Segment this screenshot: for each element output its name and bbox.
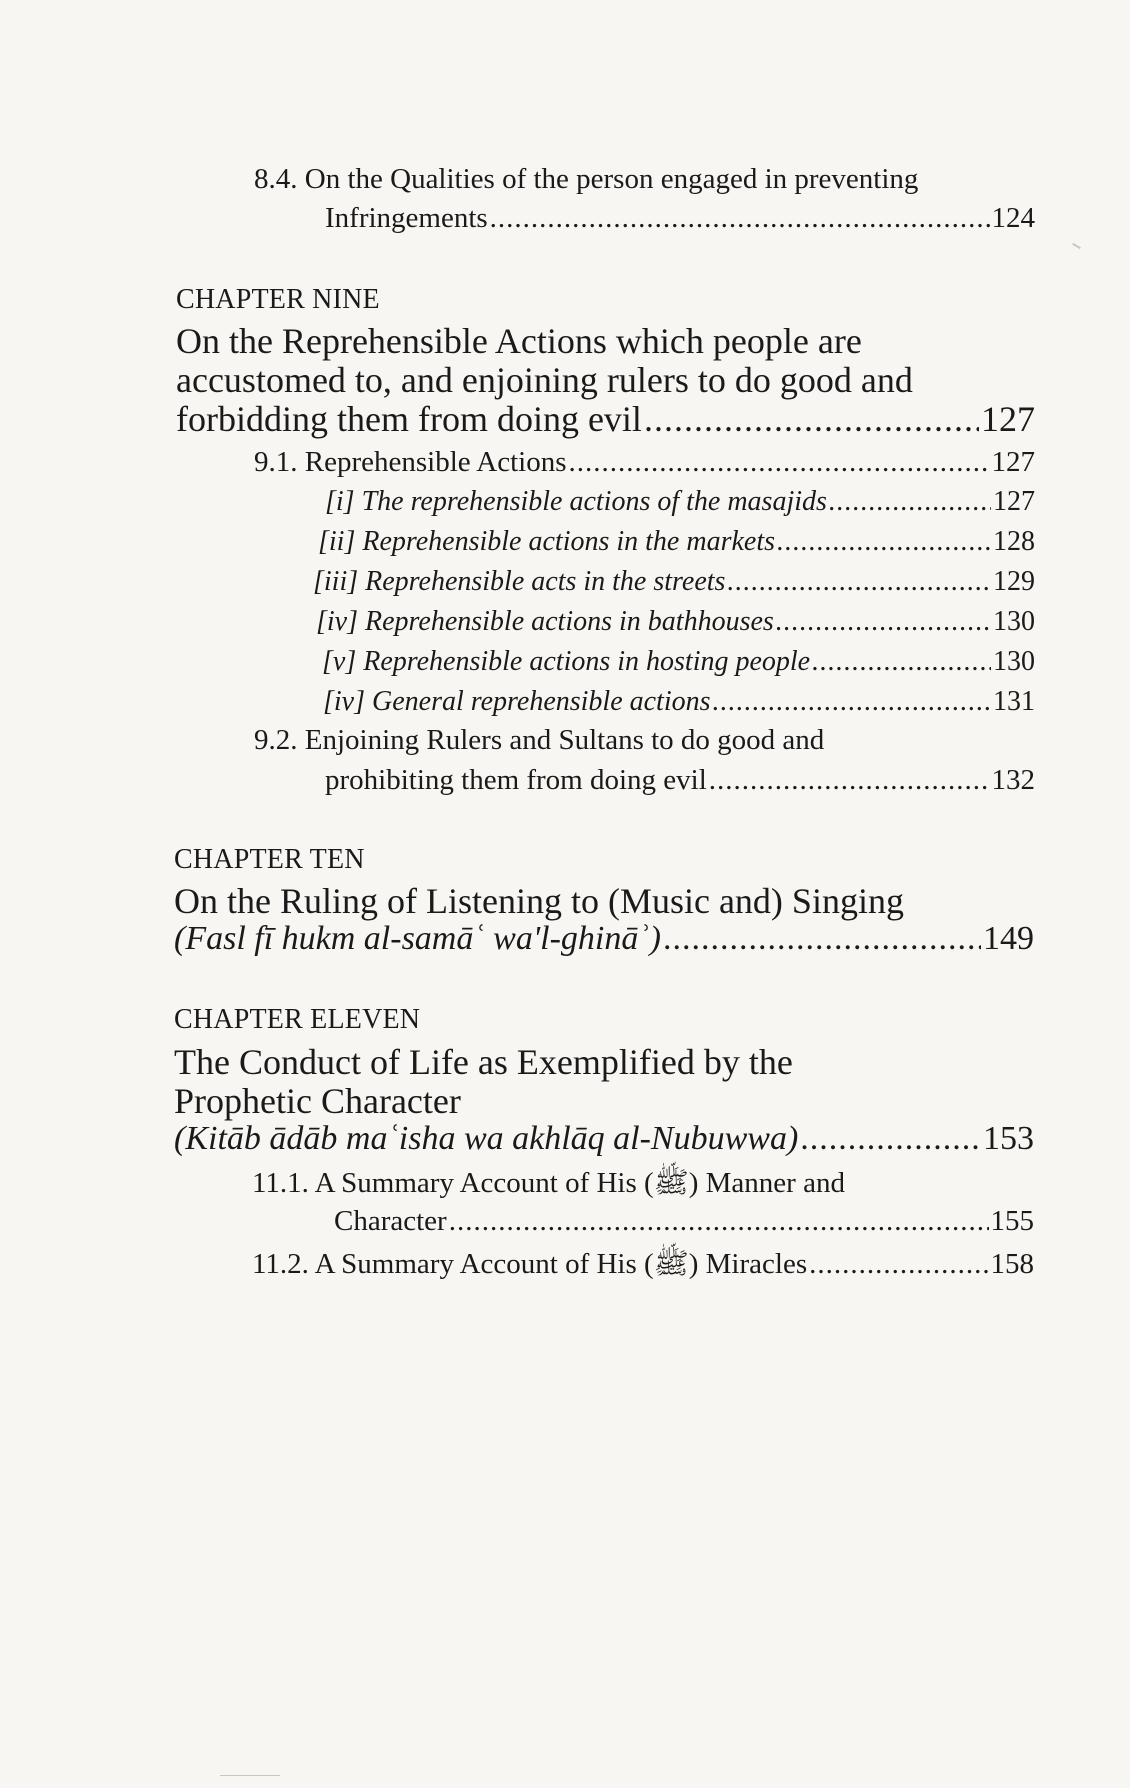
leader-dots (449, 1205, 989, 1238)
leader-dots (812, 646, 991, 678)
toc-entry-9-2[interactable] (325, 764, 1035, 797)
toc-entry-chapter-ten[interactable] (174, 920, 1034, 958)
leader-dots (490, 202, 990, 235)
page-number: 149 (983, 920, 1034, 957)
toc-entry-text: forbidding them from doing evil (176, 399, 642, 439)
leader-dots (709, 764, 990, 797)
toc-entry-9-1-v[interactable] (322, 646, 1035, 678)
toc-entry-text: Character (334, 1205, 447, 1237)
toc-entry-8-4-line1: 8.4. On the Qualities of the person engaged in preventing (254, 163, 919, 195)
page-number: 153 (983, 1120, 1034, 1157)
chapter-eleven-title-line1: The Conduct of Life as Exemplified by the (174, 1042, 793, 1082)
toc-entry-9-1-ii[interactable] (318, 526, 1035, 558)
subsection-number: [iii] (313, 566, 359, 597)
chapter-nine-label: CHAPTER NINE (176, 284, 380, 315)
leader-dots (663, 920, 981, 958)
toc-entry-9-1-iii[interactable] (313, 566, 1035, 598)
page-number: 155 (990, 1205, 1034, 1237)
chapter-ten-label: CHAPTER TEN (174, 844, 365, 875)
toc-entry-text: Reprehensible actions in bathhouses (365, 606, 774, 637)
toc-entry-text: (Fasl fī hukm al-samāʿ wa'l-ghināʾ) (174, 920, 661, 957)
leader-dots (829, 486, 991, 518)
page-number: 127 (993, 486, 1035, 517)
scan-speck (220, 1775, 280, 1776)
toc-entry-text: General reprehensible actions (372, 686, 711, 717)
toc-entry-9-2-line1: 9.2. Enjoining Rulers and Sultans to do good and (254, 724, 825, 756)
toc-entry-text: Reprehensible actions in the markets (362, 526, 776, 557)
leader-dots (713, 686, 991, 718)
toc-entry-chapter-eleven[interactable] (174, 1120, 1034, 1158)
toc-entry-text: Infringements (325, 202, 488, 234)
toc-entry-11-1[interactable] (334, 1205, 1034, 1238)
toc-entry-8-4[interactable] (325, 202, 1035, 235)
leader-dots (777, 526, 991, 558)
leader-dots (809, 1248, 988, 1281)
toc-entry-11-1-line1: 11.1. A Summary Account of His (ﷺ) Manner and (252, 1167, 845, 1199)
toc-entry-9-1-vi[interactable] (323, 686, 1035, 718)
page-number: 124 (991, 202, 1035, 234)
page-number: 130 (993, 646, 1035, 677)
page-number: 127 (991, 446, 1035, 478)
subsection-number: [iv] (323, 686, 365, 717)
toc-entry-9-1-i[interactable] (325, 486, 1035, 518)
toc-entry-text: 11.2. A Summary Account of His (ﷺ) Miracles (252, 1248, 808, 1280)
page-number: 130 (993, 606, 1035, 637)
page-number: 129 (993, 566, 1035, 597)
page-number: 127 (981, 399, 1035, 439)
chapter-nine-title-line1: On the Reprehensible Actions which people are (176, 321, 862, 361)
toc-entry-chapter-nine[interactable] (176, 398, 1035, 440)
leader-dots (644, 398, 979, 440)
toc-entry-text: The reprehensible actions of the masajids (361, 486, 827, 517)
toc-entry-11-2[interactable] (252, 1246, 1034, 1288)
page-number: 132 (991, 764, 1035, 796)
toc-entry-text: prohibiting them from doing evil (325, 764, 707, 796)
toc-entry-text: Reprehensible actions in hosting people (363, 646, 811, 677)
toc-entry-text: (Kitāb ādāb maʿisha wa akhlāq al-Nubuwwa) (174, 1120, 799, 1157)
page-number: 128 (993, 526, 1035, 557)
toc-entry-9-1[interactable] (254, 446, 1035, 479)
leader-dots (776, 606, 991, 638)
subsection-number: [i] (325, 486, 355, 517)
toc-entry-text: 9.1. Reprehensible Actions (254, 446, 567, 478)
toc-entry-9-1-iv[interactable] (316, 606, 1035, 638)
leader-dots (727, 566, 991, 598)
subsection-number: [ii] (318, 526, 356, 557)
page-number: 131 (993, 686, 1035, 717)
leader-dots (800, 1120, 981, 1158)
scan-speck (1072, 243, 1081, 249)
subsection-number: [v] (322, 646, 357, 677)
page-number: 158 (990, 1248, 1034, 1280)
subsection-number: [iv] (316, 606, 358, 637)
chapter-eleven-title-line2: Prophetic Character (174, 1081, 461, 1121)
chapter-nine-title-line2: accustomed to, and enjoining rulers to do good and (176, 360, 913, 400)
chapter-eleven-label: CHAPTER ELEVEN (174, 1004, 421, 1035)
chapter-ten-title-line1: On the Ruling of Listening to (Music and) Singing (174, 881, 904, 921)
leader-dots (569, 446, 990, 479)
toc-entry-text: Reprehensible acts in the streets (365, 566, 726, 597)
